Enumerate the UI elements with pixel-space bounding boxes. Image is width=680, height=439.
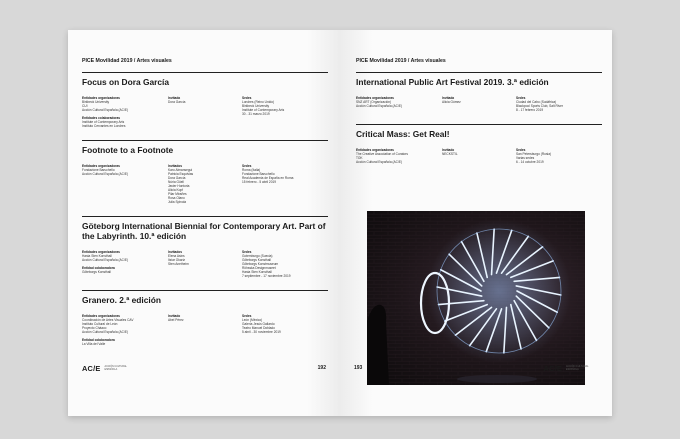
field-value: Pilar Mirañes bbox=[168, 192, 187, 196]
event-title: Focus on Dora García bbox=[82, 77, 170, 87]
field-value: Birkbeck University bbox=[82, 100, 110, 104]
field-label: Sedes bbox=[242, 164, 252, 168]
field-value: 30 - 31 marzo 2019 bbox=[242, 112, 270, 116]
field-value: Javier Hontoria bbox=[168, 184, 190, 188]
field-value: Acción Cultural Española (AC/E) bbox=[82, 330, 129, 334]
field-value: Roma (Italia) bbox=[242, 168, 261, 172]
field-label: Entidades organizadoras bbox=[82, 96, 120, 100]
page-footer bbox=[354, 362, 598, 374]
field-value: CUI bbox=[82, 104, 88, 108]
field-value: The Creative Association of Curators bbox=[356, 152, 408, 156]
field-value: Londres (Reino Unido) bbox=[242, 100, 275, 104]
field-value: Itziar Okariz bbox=[168, 258, 186, 262]
event-entry bbox=[356, 124, 602, 164]
field-value: Instituto Cervantes en Londres bbox=[82, 124, 126, 128]
page-footer bbox=[82, 362, 326, 374]
left-page bbox=[68, 30, 340, 416]
magazine-spread bbox=[68, 30, 612, 416]
field-label: Invitada bbox=[442, 96, 455, 100]
field-value: Acción Cultural Española (AC/E) bbox=[82, 108, 129, 112]
field-value: Sten Anetheim bbox=[168, 262, 189, 266]
page-number: 193 bbox=[354, 365, 363, 371]
field-label: Invitados bbox=[168, 250, 182, 254]
field-label: Entidades organizadoras bbox=[356, 96, 394, 100]
field-label: Entidad colaboradora bbox=[82, 338, 115, 342]
field-value: Dora García bbox=[168, 100, 186, 104]
field-value: Fondazione Baruchello bbox=[242, 172, 275, 176]
event-title: Göteborg International Biennial for Contemporary Art. Part of the Labyrinth. 10.ª edición bbox=[82, 221, 326, 241]
field-label: Entidades organizadoras bbox=[82, 314, 120, 318]
field-value: TOK bbox=[356, 156, 363, 160]
field-label: Sedes bbox=[242, 314, 252, 318]
field-value: Göteborgs Konsthall bbox=[82, 270, 111, 274]
field-value: Instituto Cultural de León bbox=[82, 322, 118, 326]
field-value: Göteborgs Konsthall bbox=[242, 258, 271, 262]
field-label: Invitado bbox=[168, 314, 181, 318]
field-value: Fondazione Baruchello bbox=[82, 168, 115, 172]
event-title: Footnote to a Footnote bbox=[82, 145, 174, 155]
field-label: Entidades organizadoras bbox=[356, 148, 394, 152]
field-value: Varias sedes bbox=[516, 156, 535, 160]
field-value: Röhsska Designmuseet bbox=[242, 266, 276, 270]
field-label: Sedes bbox=[516, 148, 526, 152]
right-page bbox=[340, 30, 612, 416]
field-value: Acción Cultural Española (AC/E) bbox=[356, 160, 403, 164]
field-label: Invitados bbox=[168, 164, 182, 168]
field-value: Alicia Kopf bbox=[168, 188, 184, 192]
field-value: Hasta Sten Konsthall bbox=[242, 270, 272, 274]
field-value: Núria Güell bbox=[168, 180, 184, 184]
field-value: Hasta Sten Konsthall bbox=[82, 254, 112, 258]
field-value: Alicia Gómez bbox=[442, 100, 461, 104]
field-value: Real Academia de España en Roma bbox=[242, 176, 294, 180]
ace-logo-subtitle: ACCIÓN CULTURAL ESPAÑOLA bbox=[104, 365, 127, 371]
neon-light-installation-photo bbox=[367, 211, 585, 385]
field-value: NECKSTIL bbox=[442, 152, 458, 156]
field-value: Dora García bbox=[168, 176, 186, 180]
field-label: Invitada bbox=[168, 96, 181, 100]
field-value: Patricia Esquivias bbox=[168, 172, 194, 176]
field-value: 5 abril - 30 noviembre 2019 bbox=[242, 330, 281, 334]
field-value: Blackpool Sports Club, Salt River bbox=[516, 104, 563, 108]
field-label: Entidades organizadoras bbox=[82, 164, 120, 168]
field-label: Invitado bbox=[442, 148, 455, 152]
field-label: Entidades colaboradoras bbox=[82, 116, 121, 120]
event-title: International Public Art Festival 2019. 3.ª edición bbox=[356, 77, 549, 87]
event-title: Granero. 2.ª edición bbox=[82, 295, 161, 305]
field-value: Acción Cultural Española (AC/E) bbox=[82, 258, 129, 262]
field-label: Sedes bbox=[516, 96, 526, 100]
field-value: Elena Asins bbox=[168, 254, 185, 258]
field-label: Entidades organizadoras bbox=[82, 250, 120, 254]
field-value: Julia Spinola bbox=[168, 200, 187, 204]
field-value: Proyecto Cháaco bbox=[82, 326, 107, 330]
page-number: 192 bbox=[317, 365, 326, 371]
field-value: Göteborgs Konstmuseum bbox=[242, 262, 279, 266]
field-value: San Petersburgo (Rusia) bbox=[516, 152, 552, 156]
event-entry bbox=[82, 290, 328, 346]
event-entry bbox=[82, 140, 328, 204]
ace-logo: AC/E bbox=[82, 363, 101, 373]
field-value: 8 - 17 febrero 2019 bbox=[516, 108, 544, 112]
field-value: Coordinación de Artes Visuales CAV bbox=[82, 318, 134, 322]
field-label: Entidad colaboradora bbox=[82, 266, 115, 270]
field-value: SNZ ART (Organización) bbox=[356, 100, 392, 104]
field-value: Ciudad del Cabo (Sudáfrica) bbox=[516, 100, 557, 104]
field-value: 15 febrero - 5 abril 2019 bbox=[242, 180, 277, 184]
field-value: Institute of Contemporary Arts bbox=[242, 108, 285, 112]
running-head: PICE Movilidad 2019 / Artes visuales bbox=[82, 58, 172, 64]
neon-installation-illustration bbox=[367, 211, 585, 385]
running-head: PICE Movilidad 2019 / Artes visuales bbox=[356, 58, 446, 64]
event-entry bbox=[356, 72, 602, 112]
event-entry bbox=[82, 72, 328, 128]
field-value: Acción Cultural Española (AC/E) bbox=[82, 172, 129, 176]
field-label: Sedes bbox=[242, 96, 252, 100]
field-value: Karo Almansegui bbox=[168, 168, 193, 172]
field-value: León (México) bbox=[242, 318, 263, 322]
field-value: La Villa del Valle bbox=[82, 342, 106, 346]
field-value: Teatro Manuel Doblado bbox=[242, 326, 275, 330]
field-value: Galería Jesús Gallardo bbox=[242, 322, 275, 326]
field-value: 6 - 14 octubre 2019 bbox=[516, 160, 544, 164]
field-value: Abel Pérez bbox=[168, 318, 184, 322]
ace-logo: AC/E bbox=[543, 363, 562, 373]
field-value: Birkbeck University bbox=[242, 104, 270, 108]
field-value: Rosa Olano bbox=[168, 196, 185, 200]
field-value: 7 septiembre - 17 noviembre 2019 bbox=[242, 274, 291, 278]
field-value: Institute of Contemporary Arts bbox=[82, 120, 125, 124]
ace-logo-subtitle: ACCIÓN CULTURAL ESPAÑOLA bbox=[566, 365, 589, 371]
event-title: Critical Mass: Get Real! bbox=[356, 129, 450, 139]
event-entry bbox=[82, 216, 328, 278]
field-label: Sedes bbox=[242, 250, 252, 254]
field-value: Acción Cultural Española (AC/E) bbox=[356, 104, 403, 108]
field-value: Gotemburgo (Suecia) bbox=[242, 254, 273, 258]
